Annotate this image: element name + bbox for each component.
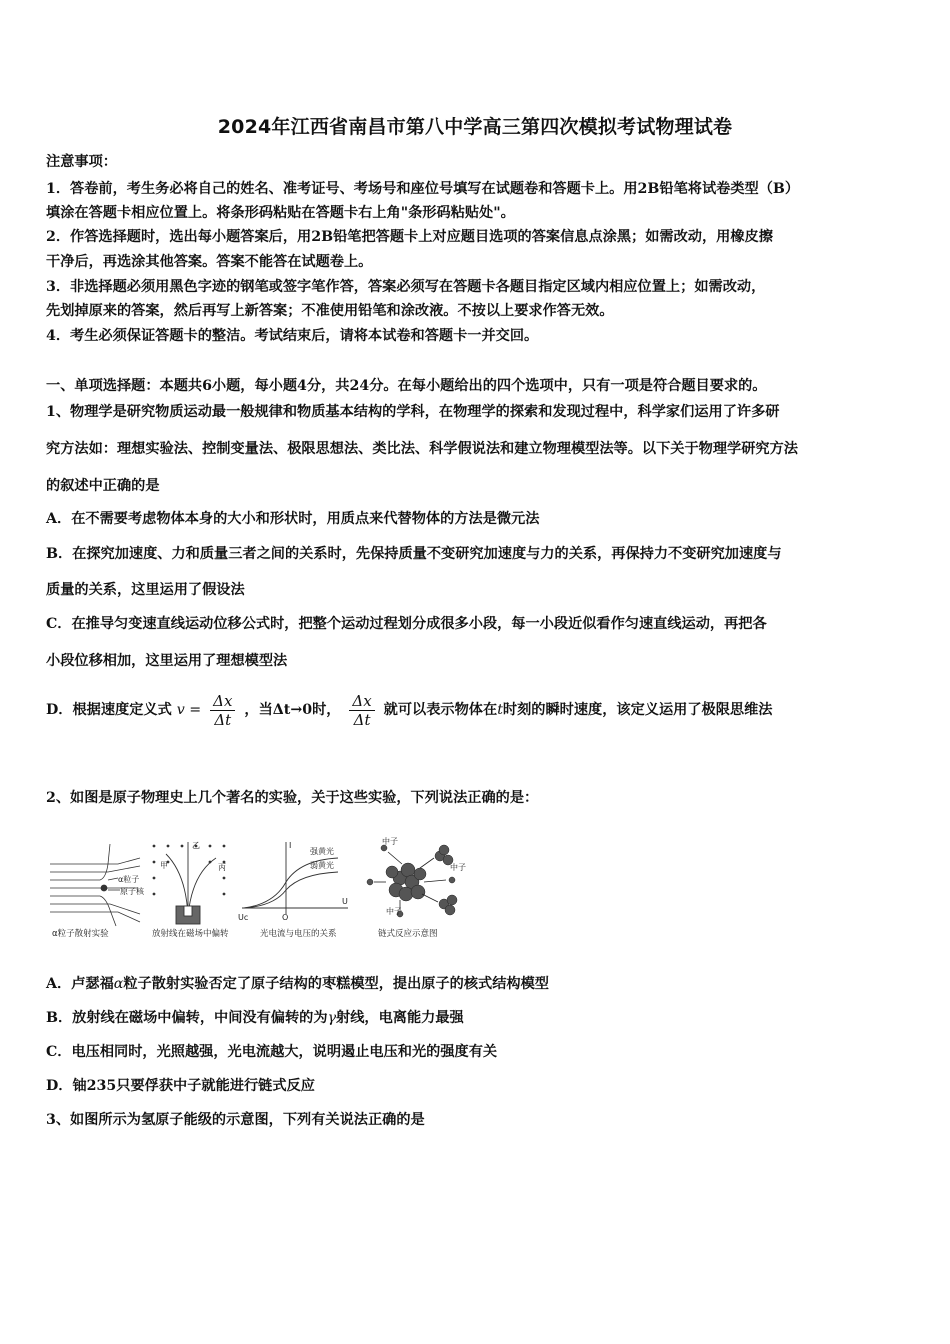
alpha-label: α粒子 — [118, 875, 140, 884]
jia-label: 甲 — [160, 861, 168, 870]
question-2-option-b — [46, 1008, 916, 1028]
magnetic-field-panel — [153, 842, 226, 924]
time-symbol: t — [497, 702, 503, 718]
current-axis-label: I — [289, 841, 292, 850]
option-d-middle: ，当Δt→0时， — [244, 702, 341, 718]
gamma-symbol: γ — [327, 1010, 337, 1026]
question-2-option-c: C．电压相同时，光照越强，光电流越大，说明遏止电压和光的强度有关 — [46, 1044, 498, 1060]
notice-line: 2．作答选择题时，选出每小题答案后，用2B铅笔把答题卡上对应题目选项的答案信息点涂黑；如需改动，用橡皮擦 — [46, 229, 773, 245]
stop-voltage-label: Uc — [238, 913, 249, 922]
velocity-fraction — [210, 692, 235, 729]
notice-line: 4．考生必须保证答题卡的整洁。考试结束后，请将本试卷和答题卡一并交回。 — [46, 328, 539, 344]
caption-magnetic-field: 放射线在磁场中偏转 — [152, 929, 229, 939]
notice-line: 1．答卷前，考生务必将自己的姓名、准考证号、考场号和座位号填写在试题卷和答题卡上。用2B铅笔将试卷类型（B） — [46, 181, 800, 197]
velocity-symbol: v = — [176, 702, 202, 718]
question-1-option-c: 小段位移相加，这里运用了理想模型法 — [46, 653, 288, 669]
caption-chain-reaction: 链式反应示意图 — [378, 929, 438, 939]
question-1-option-d — [46, 690, 916, 730]
strong-light-label: 强黄光 — [310, 847, 334, 856]
page-title: 2024年江西省南昌市第八中学高三第四次模拟考试物理试卷 — [217, 116, 733, 138]
ratio-fraction — [349, 692, 374, 729]
question-3-stem: 3、如图所示为氢原子能级的示意图，下列有关说法正确的是 — [46, 1112, 425, 1128]
option-d-prefix: D．根据速度定义式 — [46, 702, 172, 718]
question-1-stem: 1、物理学是研究物质运动最一般规律和物质基本结构的学科，在物理学的探索和发现过程中，科学家们运用了许多研 — [46, 404, 780, 420]
fraction-numerator: Δx — [349, 692, 374, 711]
fraction-numerator: Δx — [210, 692, 235, 711]
nucleus-label: 原子核 — [120, 887, 144, 896]
option-b-prefix: B．放射线在磁场中偏转，中间没有偏转的为 — [46, 1010, 328, 1026]
option-a-suffix: 粒子散射实验否定了原子结构的枣糕模型，提出原子的核式结构模型 — [123, 976, 549, 992]
notice-heading: 注意事项： — [46, 154, 117, 170]
alpha-symbol: α — [113, 976, 124, 992]
question-2-option-a — [46, 974, 916, 994]
neutron-label-top: 中子 — [382, 837, 398, 846]
alpha-scattering-panel — [50, 844, 140, 926]
section-heading: 一、单项选择题：本题共6小题，每小题4分，共24分。在每小题给出的四个选项中，只有一项是符合题目要求的。 — [46, 378, 767, 394]
question-1-option-b: B．在探究加速度、力和质量三者之间的关系时，先保持质量不变研究加速度与力的关系，再保持力不变研究加速度与 — [46, 546, 782, 562]
origin-label: O — [282, 913, 289, 922]
voltage-axis-label: U — [342, 897, 348, 906]
notice-line: 填涂在答题卡相应位置上。将条形码粘贴在答题卡右上角"条形码粘贴处"。 — [46, 205, 515, 221]
option-b-suffix: 射线，电离能力最强 — [336, 1010, 464, 1026]
question-2-option-d: D．铀235只要俘获中子就能进行链式反应 — [46, 1078, 315, 1094]
bing-label: 丙 — [218, 863, 226, 872]
option-d-suffix: 时刻的瞬时速度，该定义运用了极限思维法 — [502, 702, 773, 718]
question-1-stem: 究方法如：理想实验法、控制变量法、极限思想法、类比法、科学假说法和建立物理模型法等。以下关于物理学研究方法 — [46, 441, 798, 457]
caption-alpha-scattering: α粒子散射实验 — [52, 929, 109, 939]
yi-label: 乙 — [192, 841, 200, 850]
neutron-label-right: 中子 — [450, 863, 466, 872]
question-1-option-c: C．在推导匀变速直线运动位移公式时，把整个运动过程划分成很多小段，每一小段近似看作匀速直线运动，再把各 — [46, 616, 767, 632]
question-1-stem: 的叙述中正确的是 — [46, 478, 160, 494]
weak-light-label: 弱黄光 — [310, 861, 334, 870]
fraction-denominator: Δt — [353, 710, 371, 729]
question-1-option-a: A．在不需要考虑物体本身的大小和形状时，用质点来代替物体的方法是微元法 — [46, 511, 540, 527]
option-d-text: 就可以表示物体在 — [383, 702, 498, 718]
question-2-stem: 2、如图是原子物理史上几个著名的实验，关于这些实验，下列说法正确的是： — [46, 790, 539, 806]
experiments-figure — [48, 834, 468, 942]
notice-line: 3．非选择题必须用黑色字迹的钢笔或签字笔作答，答案必须写在答题卡各题目指定区域内相应位置上；如需改动， — [46, 279, 766, 295]
option-a-prefix: A．卢瑟福 — [46, 976, 114, 992]
fraction-denominator: Δt — [214, 710, 232, 729]
chain-reaction-panel — [367, 845, 457, 917]
caption-photocurrent: 光电流与电压的关系 — [260, 929, 337, 939]
neutron-label-bottom: 中子 — [386, 907, 402, 916]
notice-line: 先划掉原来的答案，然后再写上新答案；不准使用铅笔和涂改液。不按以上要求作答无效。 — [46, 303, 614, 319]
question-1-option-b: 质量的关系，这里运用了假设法 — [46, 582, 245, 598]
notice-line: 干净后，再选涂其他答案。答案不能答在试题卷上。 — [46, 254, 373, 270]
